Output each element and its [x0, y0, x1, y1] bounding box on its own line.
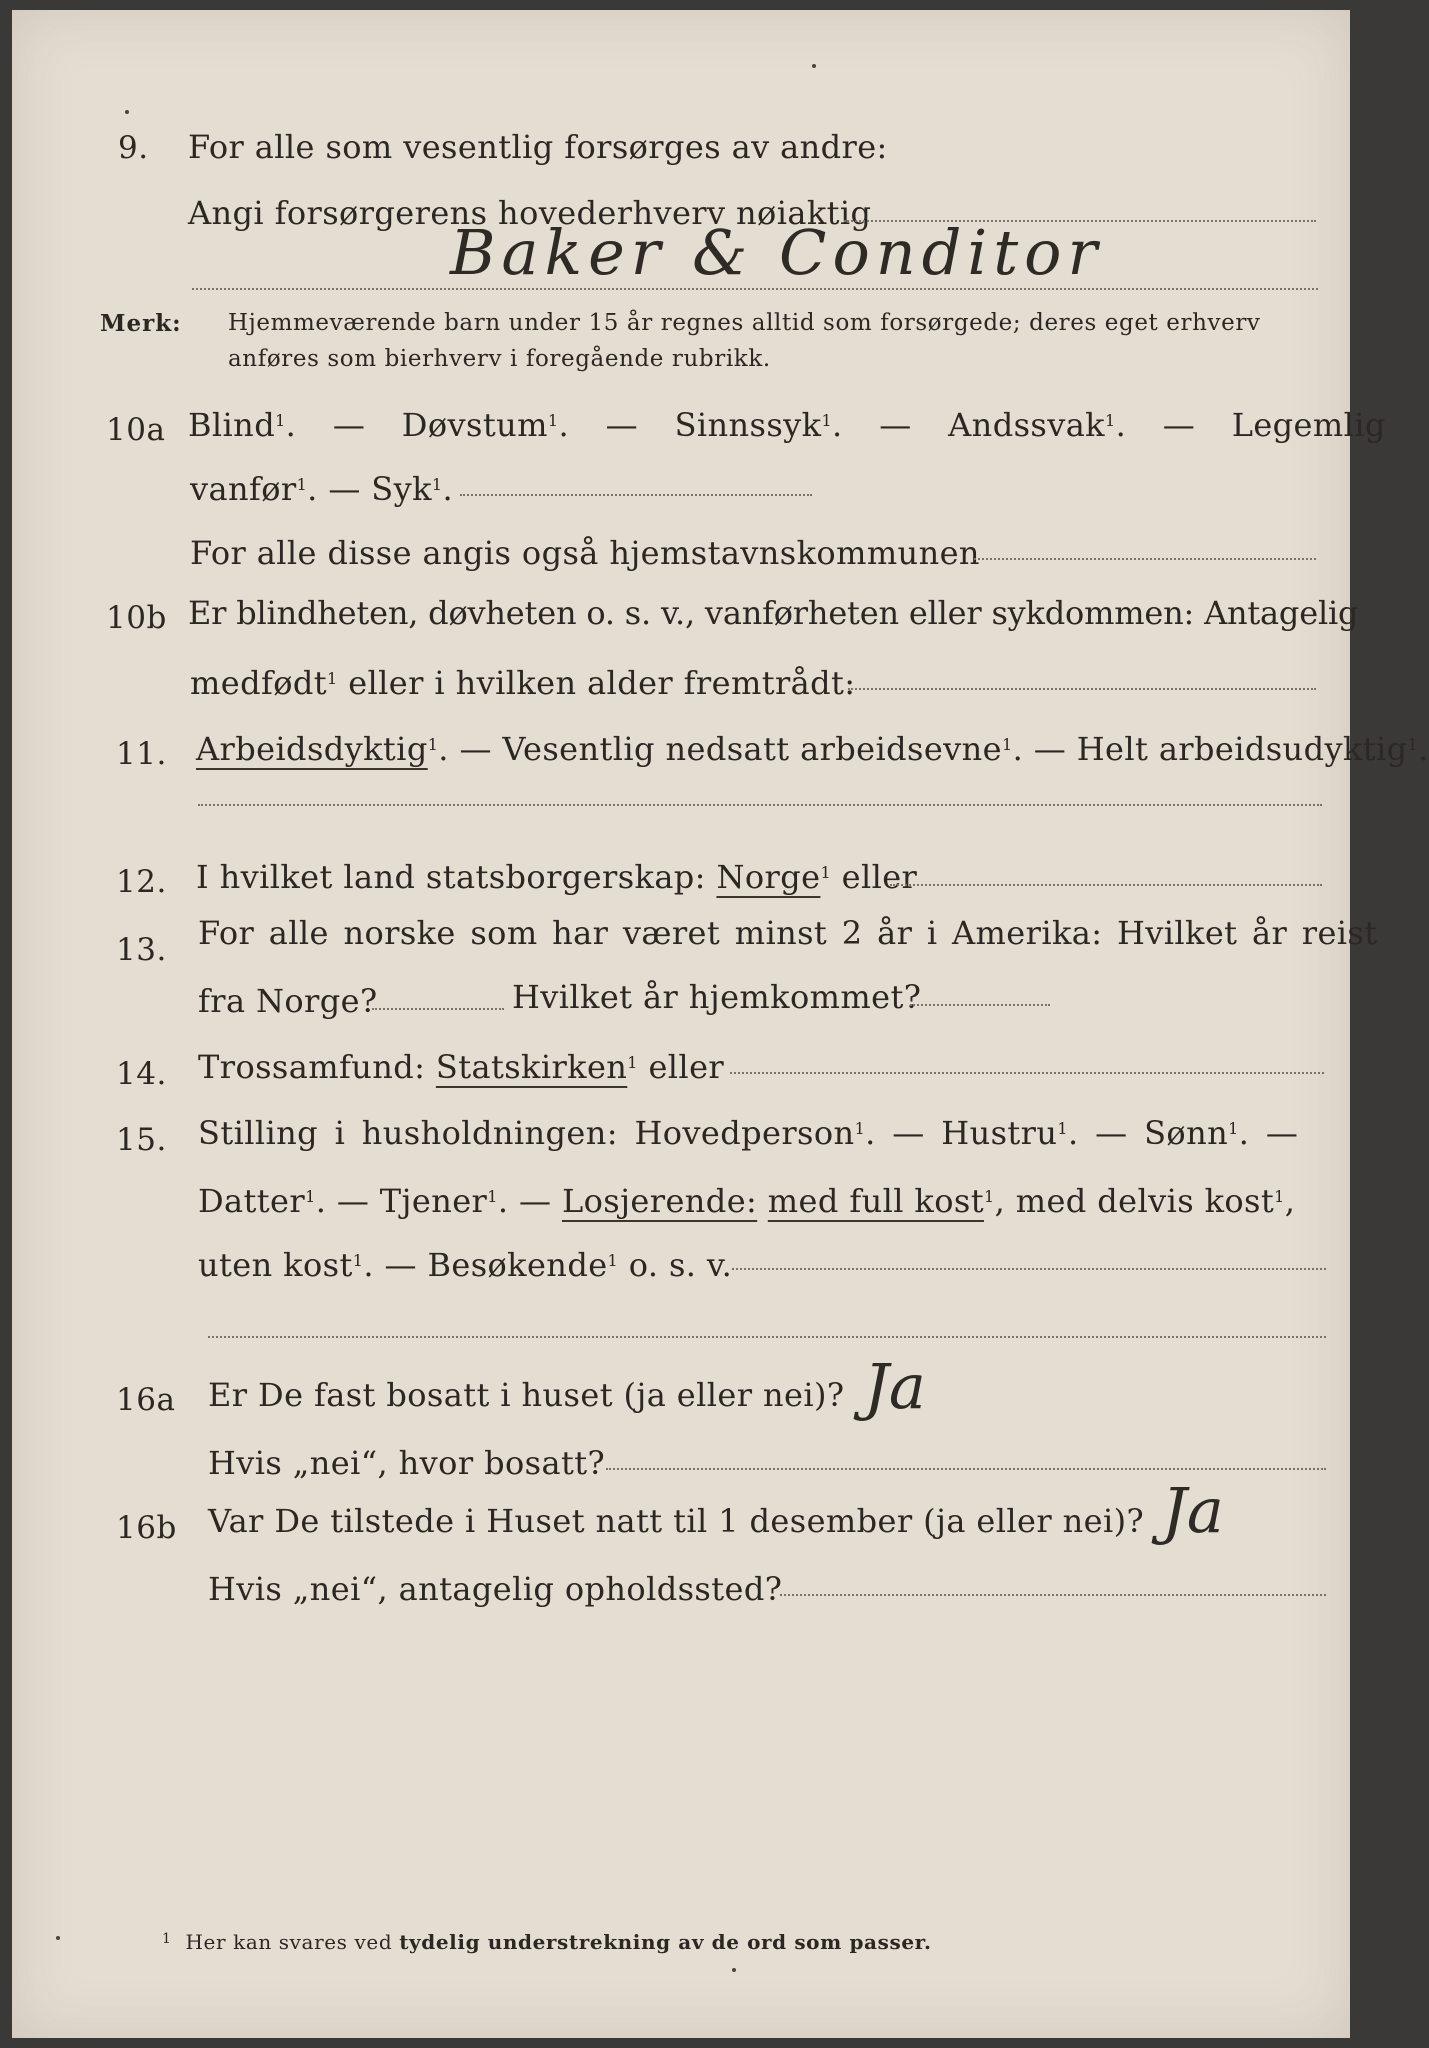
- question-number-15: 15.: [116, 1122, 167, 1158]
- q12-selected-norge: Norge: [716, 858, 821, 896]
- q10a-line3: For alle disse angis også hjemstavnskommunen: [190, 534, 980, 572]
- q12-answer-line: [890, 884, 1322, 886]
- q16b-handwritten-answer: Ja: [1162, 1474, 1224, 1547]
- ink-speck: [812, 64, 816, 68]
- q9-line2: Angi forsørgerens hovederhverv nøiaktig: [188, 194, 872, 232]
- q16a-line2: Hvis „nei“, hvor bosatt?: [208, 1444, 606, 1482]
- question-number-10b: 10b: [106, 600, 167, 636]
- option-dovstum: — Døvstum: [332, 406, 548, 444]
- question-number-9: 9.: [118, 130, 149, 166]
- question-number-12: 12.: [116, 864, 167, 900]
- option-legemlig: — Legemlig: [1162, 406, 1386, 444]
- q16b-answer-line: [780, 1594, 1326, 1596]
- q15-line1: Stilling i husholdningen: Hovedperson$^1$. — Hustru$^1$. — Sønn$^1$. —: [198, 1114, 1299, 1152]
- q12-line: I hvilket land statsborgerskap: Norge$^1$ eller: [196, 858, 918, 896]
- q10b-answer-line: [848, 688, 1316, 690]
- q14-answer-line: [730, 1072, 1324, 1074]
- q11-selected-arbeidsdyktig: Arbeidsdyktig: [196, 730, 428, 768]
- q9-handwritten-answer: Baker & Conditor: [450, 216, 1104, 289]
- q13-hjemkommet-line: [910, 1004, 1050, 1006]
- q10b-line1: Er blindheten, døvheten o. s. v., vanførheten eller sykdommen: Antagelig: [188, 594, 1359, 632]
- q11-line: Arbeidsdyktig$^1$. — Vesentlig nedsatt arbeidsevne$^1$. — Helt arbeidsudyktig$^1$.: [196, 730, 1429, 768]
- q15-line3: uten kost$^1$. — Besøkende$^1$ o. s. v.: [198, 1246, 733, 1284]
- census-form-page: [12, 10, 1429, 2038]
- ink-speck: [56, 1936, 60, 1940]
- ink-speck: [732, 1968, 736, 1972]
- q16a-answer-line: [606, 1468, 1326, 1470]
- q15-selected-full-kost: med full kost: [767, 1182, 984, 1220]
- q15-answer-line: [732, 1268, 1326, 1270]
- merk-line2: anføres som bierhverv i foregående rubrikk.: [228, 346, 771, 372]
- q16a-line1: Er De fast bosatt i huset (ja eller nei)?: [208, 1376, 845, 1414]
- q13-line1: For alle norske som har været minst 2 år i Amerika: Hvilket år reist: [198, 914, 1378, 952]
- q13-line2b: Hvilket år hjemkommet?: [512, 978, 922, 1016]
- q16a-handwritten-answer: Ja: [864, 1350, 926, 1423]
- merk-label: Merk:: [100, 310, 182, 337]
- q9-answer-line-2: [192, 288, 1318, 290]
- question-number-14: 14.: [116, 1056, 167, 1092]
- q15-line2: Datter$^1$. — Tjener$^1$. — Losjerende: med full kost$^1$, med delvis kost$^1$,: [198, 1182, 1296, 1220]
- footnote: $^1$ Her kan svares ved tydelig understrekning av de ord som passer.: [162, 1930, 932, 1954]
- q13-reist-line: [372, 1008, 504, 1010]
- option-sinnssyk: — Sinnssyk: [605, 406, 822, 444]
- q10a-line1: Blind$^1$. — Døvstum$^1$. — Sinnssyk$^1$. — Andssvak$^1$. — Legemlig: [188, 406, 1386, 444]
- q15-losjerende: Losjerende:: [561, 1182, 758, 1220]
- question-number-16a: 16a: [116, 1382, 176, 1418]
- q10a-hjemstavn-line: [974, 558, 1316, 560]
- q16b-line2: Hvis „nei“, antagelig opholdssted?: [208, 1570, 783, 1608]
- q15-answer-line-2: [208, 1336, 1326, 1338]
- question-number-10a: 10a: [106, 412, 166, 448]
- option-blind: Blind: [188, 406, 276, 444]
- q16b-line1: Var De tilstede i Huset natt til 1 desember (ja eller nei)?: [208, 1502, 1145, 1540]
- q10a-answer-line: [460, 494, 812, 496]
- question-number-11: 11.: [116, 736, 167, 772]
- q10a-line2: vanfør$^1$. — Syk$^1$.: [190, 470, 454, 508]
- ink-speck: [125, 110, 129, 114]
- q13-line2a: fra Norge?: [198, 982, 378, 1020]
- q9-line1: For alle som vesentlig forsørges av andre:: [188, 128, 888, 166]
- q11-answer-line: [198, 804, 1322, 806]
- question-number-13: 13.: [116, 932, 167, 968]
- q14-selected-statskirken: Statskirken: [435, 1048, 628, 1086]
- q10b-line2: medfødt$^1$ eller i hvilken alder fremtrådt:: [190, 664, 856, 702]
- question-number-16b: 16b: [116, 1510, 177, 1546]
- footnote-mark: 1: [162, 1931, 172, 1947]
- option-andssvak: — Andssvak: [879, 406, 1105, 444]
- merk-line1: Hjemmeværende barn under 15 år regnes alltid som forsørgede; deres eget erhverv: [228, 310, 1261, 336]
- q14-line: Trossamfund: Statskirken$^1$ eller: [198, 1048, 725, 1086]
